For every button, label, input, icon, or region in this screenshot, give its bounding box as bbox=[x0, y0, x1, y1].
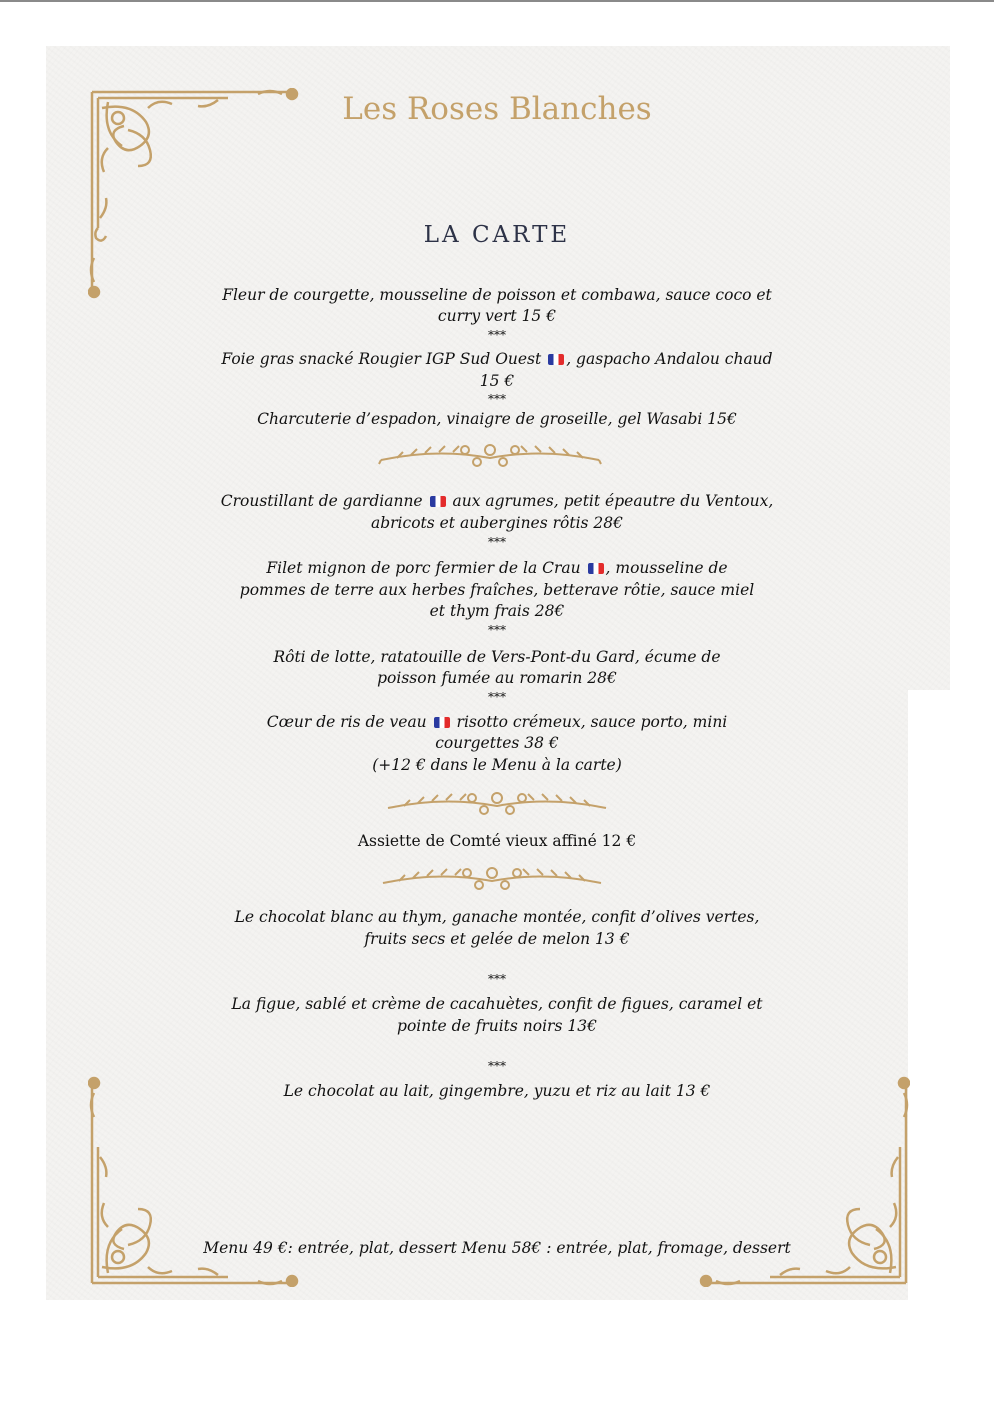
menu-item-text: aux agrumes, petit épeautre du Ventoux, bbox=[452, 492, 774, 510]
menu-item-line bbox=[0, 349, 994, 369]
menu-heading: LA CARTE bbox=[423, 222, 571, 248]
separator: *** bbox=[488, 535, 506, 549]
menu-item-text: Filet mignon de porc fermier de la Crau bbox=[266, 559, 581, 577]
menu-item-line bbox=[0, 712, 994, 732]
menu-item-line: courgettes 38 € bbox=[435, 734, 559, 752]
menu-item-line: fruits secs et gelée de melon 13 € bbox=[364, 930, 630, 948]
menu-item-line bbox=[0, 558, 994, 578]
menu-item-line bbox=[0, 491, 994, 511]
top-rule bbox=[0, 0, 994, 2]
french-flag-icon bbox=[434, 717, 450, 728]
menu-item-text: Foie gras snacké Rougier IGP Sud Ouest bbox=[221, 350, 542, 368]
menu-item-text: Cœur de ris de veau bbox=[266, 713, 427, 731]
floral-divider-icon bbox=[379, 861, 605, 897]
separator: *** bbox=[488, 972, 506, 986]
french-flag-icon bbox=[548, 354, 564, 365]
restaurant-name: Les Roses Blanches bbox=[342, 91, 652, 127]
menu-item-line: Fleur de courgette, mousseline de poisson et combawa, sauce coco et bbox=[222, 286, 772, 304]
menu-item-text: Croustillant de gardianne bbox=[220, 492, 423, 510]
menu-item-line: La figue, sablé et crème de cacahuètes, confit de figues, caramel et bbox=[231, 995, 763, 1013]
menu-item-text: , gaspacho Andalou chaud bbox=[566, 350, 773, 368]
floral-divider-icon bbox=[384, 786, 610, 822]
separator: *** bbox=[488, 392, 506, 406]
menu-item-line: (+12 € dans le Menu à la carte) bbox=[372, 756, 622, 774]
menu-item-line: Le chocolat blanc au thym, ganache montée, confit d’olives vertes, bbox=[234, 908, 760, 926]
menu-item-line: abricots et aubergines rôtis 28€ bbox=[370, 514, 624, 532]
menu-item-line: et thym frais 28€ bbox=[429, 602, 565, 620]
separator: *** bbox=[488, 690, 506, 704]
menu-item-text: risotto crémeux, sauce porto, mini bbox=[456, 713, 728, 731]
french-flag-icon bbox=[430, 496, 446, 507]
menu-item-line: pointe de fruits noirs 13€ bbox=[397, 1017, 597, 1035]
menu-item-line: 15 € bbox=[479, 372, 515, 390]
menu-item-line: Assiette de Comté vieux affiné 12 € bbox=[357, 832, 637, 850]
menu-item-line: poisson fumée au romarin 28€ bbox=[377, 669, 617, 687]
separator: *** bbox=[488, 328, 506, 342]
separator: *** bbox=[488, 623, 506, 637]
menu-item-line: Charcuterie d’espadon, vinaigre de groseille, gel Wasabi 15€ bbox=[257, 410, 737, 428]
menu-item-line: pommes de terre aux herbes fraîches, betterave rôtie, sauce miel bbox=[239, 581, 755, 599]
french-flag-icon bbox=[588, 563, 604, 574]
menu-item-line: Rôti de lotte, ratatouille de Vers-Pont-du Gard, écume de bbox=[273, 648, 721, 666]
menu-item-line: curry vert 15 € bbox=[437, 307, 557, 325]
menu-footer: Menu 49 €: entrée, plat, dessert Menu 58€ : entrée, plat, fromage, dessert bbox=[203, 1239, 791, 1257]
floral-divider-icon bbox=[377, 438, 603, 474]
menu-item-line: Le chocolat au lait, gingembre, yuzu et riz au lait 13 € bbox=[283, 1082, 711, 1100]
separator: *** bbox=[488, 1059, 506, 1073]
menu-item-text: , mousseline de bbox=[605, 559, 728, 577]
